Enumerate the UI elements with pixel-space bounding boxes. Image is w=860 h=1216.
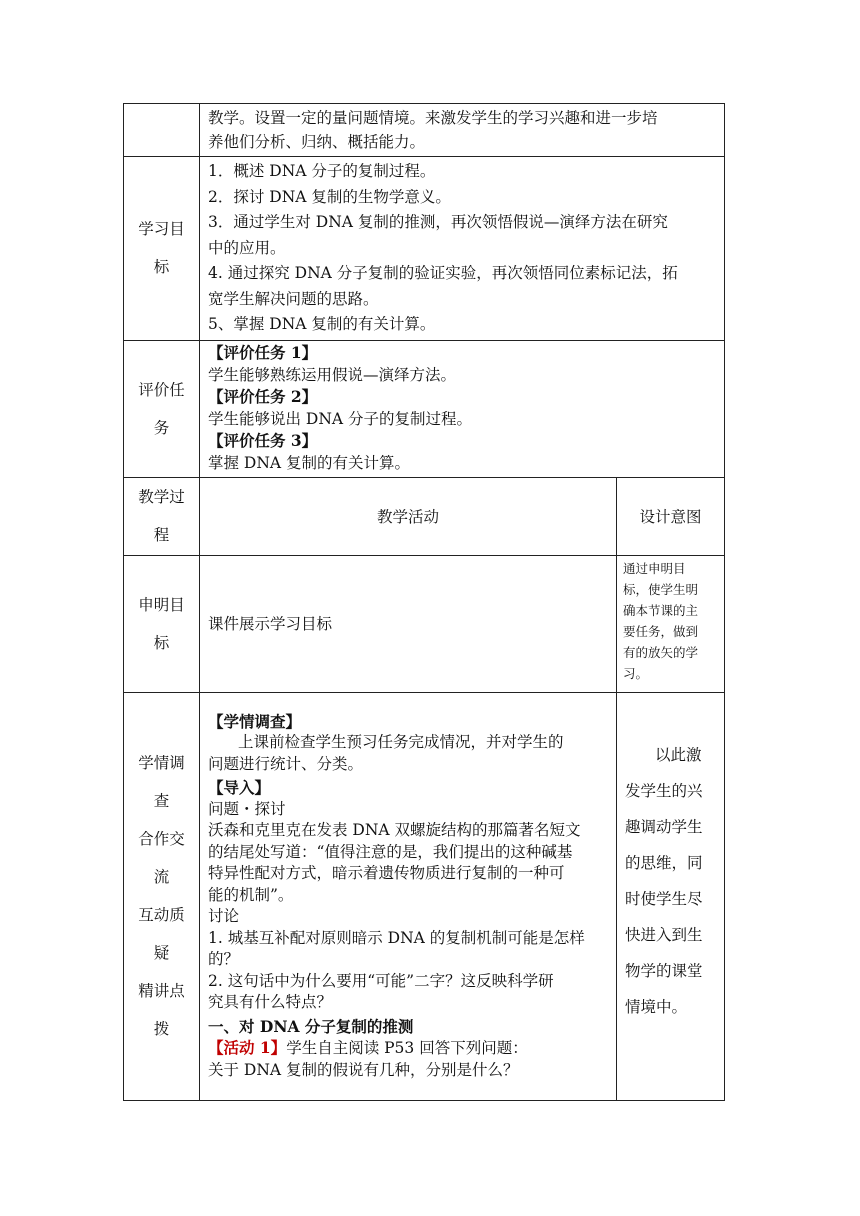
text-line: 1. 城基互补配对原则暗示 DNA 的复制机制可能是怎样 (208, 928, 585, 947)
text-line: 上课前检查学生预习任务完成情况，并对学生的 (238, 733, 564, 751)
row-objectives (124, 157, 725, 341)
row-evaluation (124, 340, 725, 477)
intent-line: 习。 (623, 665, 649, 681)
row-label-empty (124, 104, 200, 157)
text-line: 问题进行统计、分类。 (208, 754, 364, 773)
label-line: 精讲点 (138, 982, 185, 1000)
row-label-process (124, 477, 200, 555)
label-line: 拨 (153, 1020, 170, 1038)
text-line: 问题・探讨 (208, 799, 286, 818)
activity-tag: 【活动 1】 (208, 1038, 287, 1057)
intent-line: 的思维，同 (625, 853, 703, 872)
section-heading: 一、对 DNA 分子复制的推测 (208, 1016, 414, 1036)
label-line: 疑 (153, 944, 170, 962)
intent-line: 快进入到生 (625, 925, 703, 944)
label-line: 评价任 (138, 380, 185, 399)
row-label-goal (124, 555, 200, 692)
objective-item: 宽学生解决问题的思路。 (208, 289, 379, 308)
intent-line: 发学生的兴 (625, 781, 703, 800)
goal-intent (617, 555, 725, 692)
text-line: 的结尾处写道：“值得注意的是，我们提出的这种碱基 (208, 842, 573, 861)
label-line: 互动质 (138, 906, 185, 924)
text-line: 2. 这句话中为什么要用“可能”二字？这反映科学研 (208, 971, 554, 990)
text-line: 养他们分析、归纳、概括能力。 (208, 133, 426, 151)
text-line: 能的机制”。 (208, 885, 294, 904)
label-line: 学情调 (138, 754, 185, 772)
objective-item: 中的应用。 (208, 238, 286, 257)
objectives-list (200, 157, 725, 341)
intro-continuation-text (200, 104, 725, 157)
evaluation-tasks (200, 340, 725, 477)
task-text: 学生能够说出 DNA 分子的复制过程。 (208, 409, 473, 428)
objective-item: 2．探讨 DNA 复制的生物学意义。 (208, 187, 451, 206)
task-title: 【评价任务 3】 (208, 430, 318, 450)
label-line: 程 (153, 526, 170, 544)
text-line: 关于 DNA 复制的假说有几种，分别是什么？ (208, 1060, 519, 1079)
header-activity: 教学活动 (200, 477, 617, 555)
text-line: 的？ (208, 950, 240, 968)
objective-item: 3．通过学生对 DNA 复制的推测，再次领悟假说—演绎方法在研究 (208, 213, 668, 231)
task-title: 【评价任务 2】 (208, 386, 318, 406)
activity-line (208, 1037, 610, 1060)
header-intent: 设计意图 (617, 477, 725, 555)
row-main (124, 692, 725, 1100)
label-line: 标 (153, 633, 170, 652)
main-intent (617, 692, 725, 1100)
intent-line: 确本节课的主 (623, 602, 699, 618)
label-line: 务 (153, 418, 170, 437)
text-line: 究具有什么特点？ (208, 993, 333, 1011)
activity-text: 学生自主阅读 P53 回答下列问题： (286, 1039, 528, 1057)
label-line: 合作交 (138, 830, 185, 848)
row-label-main (124, 692, 200, 1100)
label-line: 查 (153, 792, 170, 810)
section-heading: 【导入】 (208, 778, 271, 797)
task-title: 【评价任务 1】 (208, 342, 318, 362)
section-heading: 【学情调查】 (208, 711, 302, 731)
row-process-header (124, 477, 725, 555)
lesson-plan-table (123, 103, 725, 1101)
intent-line: 物学的课堂 (625, 961, 703, 980)
label-line: 教学过 (138, 488, 185, 506)
objective-item: 5、掌握 DNA 复制的有关计算。 (208, 315, 436, 333)
intent-line: 要任务，做到 (623, 623, 699, 639)
objective-item: 1．概述 DNA 分子的复制过程。 (208, 162, 436, 180)
row-label-evaluation (124, 340, 200, 477)
label-line: 流 (153, 868, 170, 886)
task-text: 掌握 DNA 复制的有关计算。 (208, 453, 411, 472)
label-line: 学习目 (138, 220, 185, 239)
task-text: 学生能够熟练运用假说—演绎方法。 (208, 365, 457, 384)
text-line: 沃森和克里克在发表 DNA 双螺旋结构的那篇著名短文 (208, 821, 581, 839)
text-line: 特异性配对方式，暗示着遗传物质进行复制的一种可 (208, 864, 565, 882)
text-line: 教学。设置一定的量问题情境。来激发学生的学习兴趣和进一步培 (208, 109, 658, 127)
row-label-objectives (124, 157, 200, 341)
row-intro-continuation (124, 104, 725, 157)
intent-line: 以此激 (655, 745, 702, 764)
intent-line: 趣调动学生 (625, 817, 703, 836)
intent-line: 有的放矢的学 (623, 644, 699, 660)
intent-line: 通过申明目 (623, 560, 686, 576)
label-line: 申明目 (138, 595, 185, 614)
objective-item: 4. 通过探究 DNA 分子复制的验证实验，再次领悟同位素标记法，拓 (208, 264, 678, 282)
main-activity (200, 692, 617, 1100)
intent-line: 时使学生尽 (625, 889, 703, 908)
text-line: 讨论 (208, 907, 240, 925)
row-goal (124, 555, 725, 692)
label-line: 标 (153, 258, 170, 277)
intent-line: 标，使学生明 (623, 581, 699, 597)
intent-line: 情境中。 (625, 997, 688, 1016)
goal-activity: 课件展示学习目标 (200, 555, 617, 692)
